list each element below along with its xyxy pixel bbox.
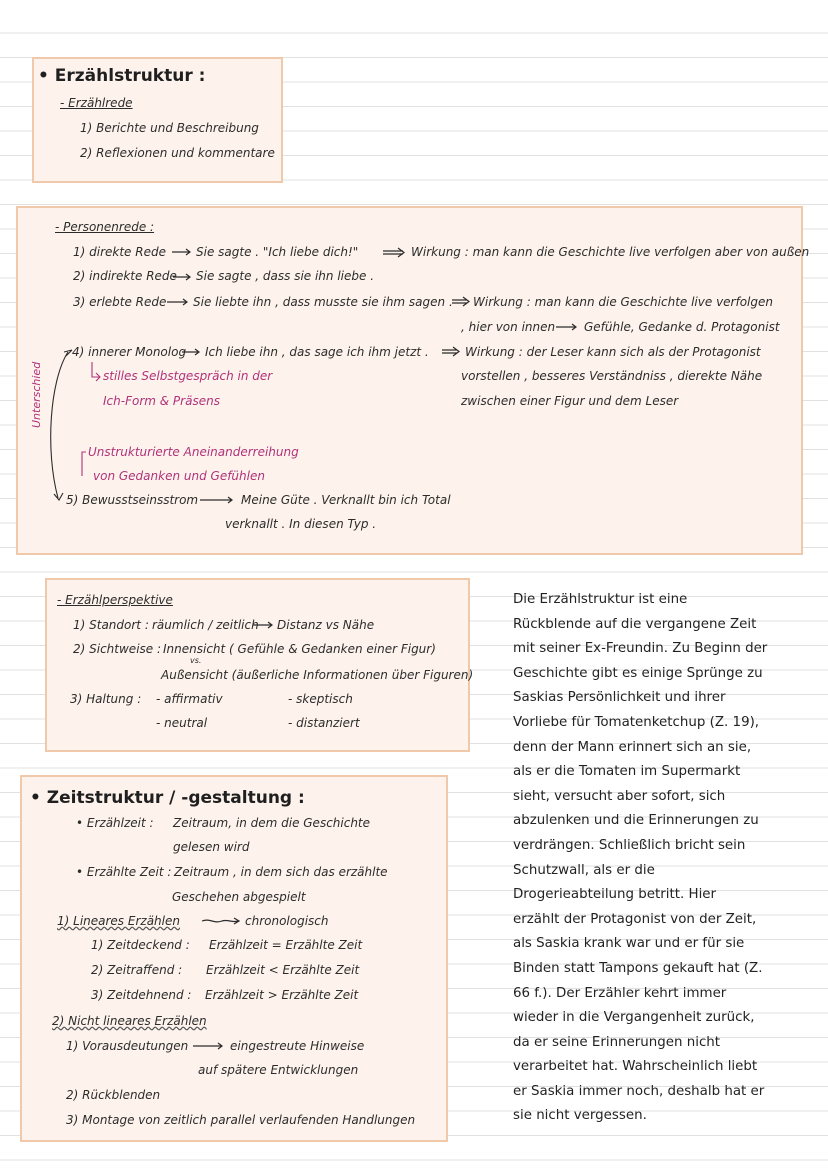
indirekte-rede-example: Sie sagte , dass sie ihn liebe . [196, 269, 375, 283]
strom-note-2: von Gedanken und Gefühlen [93, 469, 265, 483]
zeitstruktur-box [20, 775, 448, 1142]
bewusstseinsstrom-example: Meine Güte . Verknallt bin ich Total [241, 493, 451, 507]
paragraph-line: mit seiner Ex-Freundin. Zu Beginn der [513, 641, 768, 657]
aussensicht: Außensicht (äußerliche Informationen über Figuren) [161, 668, 474, 682]
paragraph-line: Schutzwall, als er die [513, 862, 655, 878]
bewusstseinsstrom-example-2: verknallt . In diesen Typ . [225, 517, 377, 531]
direkte-rede-label: 1) direkte Rede [73, 245, 166, 259]
nicht-lineares-erzaehlen: 2) Nicht lineares Erzählen [52, 1014, 207, 1028]
bewusstseinsstrom-label: 5) Bewusstseinsstrom [66, 493, 199, 507]
erlebte-rede-wirkung: Wirkung : man kann die Geschichte live verfolgen [473, 295, 773, 309]
paragraph-line: 66 f.). Der Erzähler kehrt immer [513, 985, 727, 1001]
paragraph-line: Saskias Persönlichkeit und ihrer [513, 690, 726, 706]
paragraph-line: Vorliebe für Tomatenketchup (Z. 19), [513, 714, 760, 730]
paragraph-line: da er seine Erinnerungen nicht [513, 1034, 721, 1050]
paragraph-line: denn der Mann erinnert sich an sie, [513, 739, 752, 755]
zeitdeckend-label: 1) Zeitdeckend : [91, 938, 190, 952]
standort-result: Distanz vs Nähe [277, 618, 375, 632]
haltung-label: 3) Haltung : [70, 692, 142, 706]
standort-value: räumlich / zeitlich [152, 618, 259, 632]
erzaehlrede-item-2: 2) Reflexionen und kommentare [80, 146, 275, 160]
erzaehlperspektive-heading: - Erzählperspektive [57, 593, 173, 607]
sichtweise-label: 2) Sichtweise : [73, 642, 162, 656]
lineares-erzaehlen: 1) Lineares Erzählen [57, 914, 180, 928]
haltung-neutral: - neutral [156, 716, 208, 730]
haltung-skeptisch: - skeptisch [288, 692, 353, 706]
paragraph-line: Geschichte gibt es einige Sprünge zu [513, 665, 763, 681]
unterschied-label: Unterschied [30, 361, 43, 428]
paragraph-line: Binden statt Tampons gekauft hat (Z. [513, 960, 763, 976]
montage: 3) Montage von zeitlich parallel verlaufenden Handlungen [66, 1113, 416, 1127]
zeitraffend-value: Erzählzeit < Erzählte Zeit [206, 963, 360, 977]
erzaehlzeit-def-2: gelesen wird [173, 840, 250, 854]
summary-paragraph [513, 588, 788, 1129]
zeitraffend-label: 2) Zeitraffend : [91, 963, 183, 977]
paragraph-line: sie nicht vergessen. [513, 1108, 647, 1124]
rueckblenden: 2) Rückblenden [66, 1088, 161, 1102]
standort-label: 1) Standort : [73, 618, 149, 632]
haltung-affirmativ: - affirmativ [156, 692, 223, 706]
innensicht: Innensicht ( Gefühle & Gedanken einer Figur) [163, 642, 436, 656]
zeitdeckend-value: Erzählzeit = Erzählte Zeit [209, 938, 363, 952]
erzaehlte-zeit-def: Zeitraum , in dem sich das erzählte [174, 865, 388, 879]
strom-note-1: Unstrukturierte Aneinanderreihung [88, 445, 299, 459]
paragraph-line: erzählt der Protagonist von der Zeit, [513, 911, 757, 927]
paragraph-line: Drogerieabteilung betritt. Hier [513, 887, 717, 903]
zeitdehnend-label: 3) Zeitdehnend : [91, 988, 192, 1002]
monolog-wirkung-line-2: vorstellen , besseres Verständniss , dierekte Nähe [461, 369, 763, 383]
paragraph-line: sieht, versucht aber sofort, sich [513, 788, 726, 804]
paragraph-line: verarbeitet hat. Wahrscheinlich liebt [513, 1059, 758, 1075]
direkte-rede-wirkung: Wirkung : man kann die Geschichte live verfolgen aber von außen [411, 245, 810, 259]
erlebte-rede-wirkung-3: Gefühle, Gedanke d. Protagonist [584, 320, 780, 334]
vorausdeutungen-def: eingestreute Hinweise [230, 1039, 365, 1053]
paragraph-line: als er die Tomaten im Supermarkt [513, 764, 741, 780]
paragraph-line: Die Erzählstruktur ist eine [513, 592, 688, 607]
monolog-note-1: stilles Selbstgespräch in der [103, 369, 273, 383]
zeitdehnend-value: Erzählzeit > Erzählte Zeit [205, 988, 359, 1002]
innerer-monolog-label: 4) innerer Monolog [72, 345, 187, 359]
lineares-chronologisch: chronologisch [245, 914, 329, 928]
zeitstruktur-title: • Zeitstruktur / -gestaltung : [30, 788, 305, 808]
haltung-distanziert: - distanziert [288, 716, 360, 730]
erzaehlstruktur-title: • Erzählstruktur : [38, 66, 206, 86]
monolog-note-2: Ich-Form & Präsens [103, 394, 220, 408]
erzaehlte-zeit-def-2: Geschehen abgespielt [172, 890, 306, 904]
paragraph-line: als Saskia krank war und er für sie [513, 936, 745, 952]
direkte-rede-example: Sie sagte . "Ich liebe dich!" [196, 245, 359, 259]
paragraph-line: verdrängen. Schließlich bricht sein [513, 837, 746, 853]
indirekte-rede-label: 2) indirekte Rede [73, 269, 177, 283]
erzaehlrede-heading: - Erzählrede [60, 96, 133, 110]
innerer-monolog-example: Ich liebe ihn , das sage ich ihm jetzt . [205, 345, 429, 359]
erzaehlzeit-def: Zeitraum, in dem die Geschichte [173, 816, 371, 830]
monolog-wirkung-line-3: zwischen einer Figur und dem Leser [461, 394, 679, 408]
erlebte-rede-label: 3) erlebte Rede [73, 295, 167, 309]
erzaehlte-zeit-label: • Erzählte Zeit : [76, 865, 172, 879]
innerer-monolog-wirkung: Wirkung : der Leser kann sich als der Protagonist [465, 345, 761, 359]
personenrede-heading: - Personenrede : [55, 220, 155, 234]
erzaehlzeit-label: • Erzählzeit : [76, 816, 154, 830]
vorausdeutungen-label: 1) Vorausdeutungen [66, 1039, 189, 1053]
paragraph-line: er Saskia immer noch, deshalb hat er [513, 1083, 765, 1099]
erlebte-rede-example: Sie liebte ihn , dass musste sie ihm sagen . [193, 295, 453, 309]
paragraph-line: wieder in die Vergangenheit zurück, [513, 1010, 755, 1026]
erlebte-rede-wirkung-2: , hier von innen [461, 320, 556, 334]
erzaehlrede-item-1: 1) Berichte und Beschreibung [80, 121, 259, 135]
vorausdeutungen-def-2: auf spätere Entwicklungen [198, 1063, 359, 1077]
versus: vs. [190, 656, 202, 665]
paragraph-line: abzulenken und die Erinnerungen zu [513, 813, 759, 829]
paragraph-line: Rückblende auf die vergangene Zeit [513, 616, 757, 632]
